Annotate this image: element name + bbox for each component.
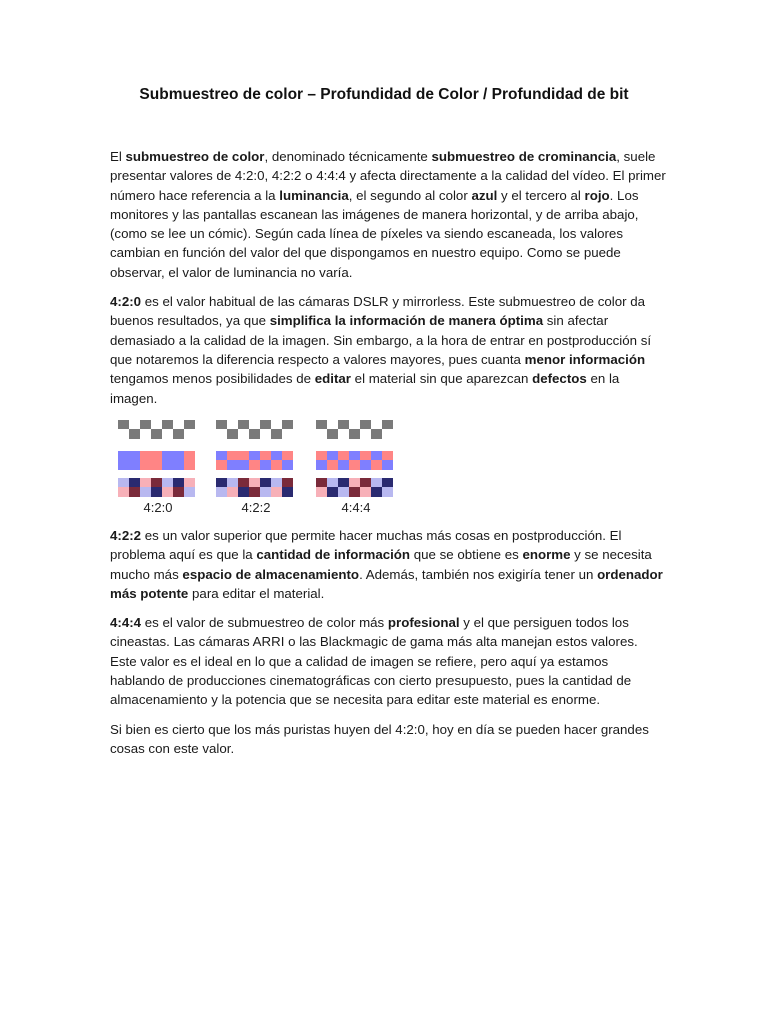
grid-cell — [173, 460, 184, 470]
text-span: el material sin que aparezcan — [350, 371, 533, 387]
bold-span: azul — [471, 187, 498, 203]
text-span: para editar el material. — [188, 585, 325, 601]
bold-span: luminancia — [279, 187, 349, 203]
grid-cell — [151, 429, 162, 439]
text-span: , suele presentar valores de 4:2:0, 4:2:2 o 4:4:4 y afecta directamente a la calidad del vídeo. El primer número hace referencia a la — [110, 149, 666, 203]
grid-cell — [349, 429, 360, 439]
text-span: . Los monitores y las pantallas escanean las imágenes de manera horizontal, y de arriba abajo, (como se lee un cómic). Según cada línea de píxeles va siendo escaneada, los valores cambian en función del valor del que dispongamos en nuestro equipo. Como se puede observar, el valor de luminancia no varía. — [110, 187, 639, 280]
bold-span: rojo — [584, 187, 610, 203]
bold-span: espacio de almacenamiento — [182, 566, 360, 582]
grid-row — [316, 487, 393, 497]
grid-cell — [260, 487, 271, 497]
grid-cell — [118, 487, 129, 497]
grid-row — [118, 429, 195, 439]
text-span: y el que persiguen todos los cineastas. Las cámaras ARRI o las Blackmagic de gama más alta manejan estos valores. Este valor es el ideal en lo que a calidad de imagen se refiere, pero aquí ya estamos hablando de producciones cinematográficas con cierto presupuesto, pues la cantidad de almacenamiento y la potencia que se necesita para editar este material es enorme. — [110, 615, 638, 708]
text-span: y se necesita mucho más — [110, 547, 652, 582]
details-section — [110, 526, 666, 768]
grid-cell — [327, 487, 338, 497]
grid-cell — [216, 460, 227, 470]
bold-span: ordenador más potente — [110, 566, 663, 601]
intro-section — [110, 147, 666, 418]
grid-cell — [129, 429, 140, 439]
bold-span: 4:4:4 — [110, 615, 142, 631]
grid-cell — [338, 460, 349, 470]
text-span: , denominado técnicamente — [264, 149, 432, 164]
grid-cell — [184, 487, 195, 497]
grid-cell — [227, 429, 238, 439]
grid-cell — [238, 487, 249, 497]
grid-cell — [162, 429, 173, 439]
grid-cell — [382, 429, 393, 439]
text-span: y el tercero al — [497, 187, 585, 203]
paragraph-444 — [110, 613, 666, 709]
grid-cell — [349, 460, 360, 470]
grid-row — [316, 460, 393, 470]
text-span: es el valor habitual de las cámaras DSLR y mirrorless. Este submuestreo de color da buenos resultados, ya que — [110, 294, 646, 329]
bold-span: 4:2:0 — [110, 294, 142, 310]
grid-cell — [227, 487, 238, 497]
grid-cell — [282, 460, 293, 470]
paragraph-422 — [110, 526, 666, 603]
bold-span: submuestreo de crominancia — [431, 149, 617, 164]
grid-cell — [260, 460, 271, 470]
grid-cell — [162, 487, 173, 497]
grid-cell — [316, 487, 327, 497]
grid-cell — [327, 460, 338, 470]
grid-row — [118, 487, 195, 497]
text-span: sin afectar demasiado a la calidad de la imagen. Sin embargo, a la hora de entrar en postproducción sí que notaremos la diferencia respecto a valores mayores, pues cuanta — [110, 313, 652, 367]
grid-cell — [162, 460, 173, 470]
grid-cell — [216, 487, 227, 497]
grid-cell — [382, 460, 393, 470]
grid-cell — [173, 429, 184, 439]
page-title: Submuestreo de color – Profundidad de Color / Profundidad de bit — [139, 86, 629, 103]
text-span: Si bien es cierto que los más puristas huyen del 4:2:0, hoy en día se pueden hacer grandes cosas con este valor. — [110, 721, 649, 756]
bold-span: cantidad de información — [256, 547, 411, 563]
text-span: El — [110, 149, 126, 164]
paragraph-420 — [110, 292, 666, 408]
grid-cell — [371, 429, 382, 439]
grid-cell — [249, 460, 260, 470]
grid-cell — [216, 429, 227, 439]
bold-span: enorme — [522, 547, 571, 563]
grid-cell — [151, 460, 162, 470]
paragraph-conclusion — [110, 720, 666, 759]
grid-cell — [151, 487, 162, 497]
grid-cell — [282, 429, 293, 439]
grid-cell — [338, 429, 349, 439]
grid-cell — [118, 429, 129, 439]
grid-row — [216, 487, 293, 497]
grid-cell — [282, 487, 293, 497]
bold-span: submuestreo de color — [125, 149, 265, 164]
grid-cell — [249, 429, 260, 439]
grid-cell — [360, 487, 371, 497]
grid-cell — [271, 487, 282, 497]
text-span: en la imagen. — [110, 371, 620, 406]
bold-span: editar — [314, 371, 351, 387]
grid-cell — [382, 487, 393, 497]
bold-span: profesional — [387, 615, 460, 631]
grid-cell — [184, 460, 195, 470]
grid-cell — [360, 460, 371, 470]
bold-span: defectos — [532, 371, 587, 387]
grid-cell — [338, 487, 349, 497]
paragraph-intro — [110, 147, 666, 282]
text-span: . Además, también nos exigiría tener un — [359, 566, 598, 582]
grid-cell — [140, 429, 151, 439]
text-span: es el valor de submuestreo de color más — [141, 615, 388, 631]
text-span: , el segundo al color — [348, 187, 472, 203]
grid-cell — [173, 487, 184, 497]
grid-cell — [349, 487, 360, 497]
grid-cell — [140, 487, 151, 497]
grid-cell — [238, 429, 249, 439]
grid-cell — [371, 487, 382, 497]
grid-cell — [184, 429, 195, 439]
grid-cell — [316, 429, 327, 439]
text-span: tengamos menos posibilidades de — [110, 371, 315, 387]
grid-row — [216, 429, 293, 439]
label-444: 4:4:4 — [341, 500, 371, 515]
grid-cell — [140, 460, 151, 470]
grid-cell — [271, 429, 282, 439]
grid-cell — [316, 460, 327, 470]
grid-cell — [238, 460, 249, 470]
grid-cell — [118, 460, 129, 470]
bold-span: simplifica la información de manera óptima — [269, 313, 544, 329]
grid-cell — [129, 487, 140, 497]
label-420: 4:2:0 — [143, 500, 173, 515]
grid-cell — [249, 487, 260, 497]
chroma-subsampling-figure — [118, 420, 408, 516]
grid-row — [316, 429, 393, 439]
text-span: es un valor superior que permite hacer muchas más cosas en postproducción. El problema aquí es que la — [110, 528, 622, 563]
text-span: que se obtiene es — [410, 547, 523, 563]
grid-cell — [327, 429, 338, 439]
grid-cell — [271, 460, 282, 470]
grid-row — [118, 460, 195, 470]
label-422: 4:2:2 — [241, 500, 271, 515]
bold-span: 4:2:2 — [110, 528, 142, 543]
grid-cell — [260, 429, 271, 439]
grid-row — [216, 460, 293, 470]
bold-span: menor información — [524, 351, 646, 367]
grid-cell — [129, 460, 140, 470]
grid-cell — [227, 460, 238, 470]
grid-cell — [371, 460, 382, 470]
grid-cell — [360, 429, 371, 439]
